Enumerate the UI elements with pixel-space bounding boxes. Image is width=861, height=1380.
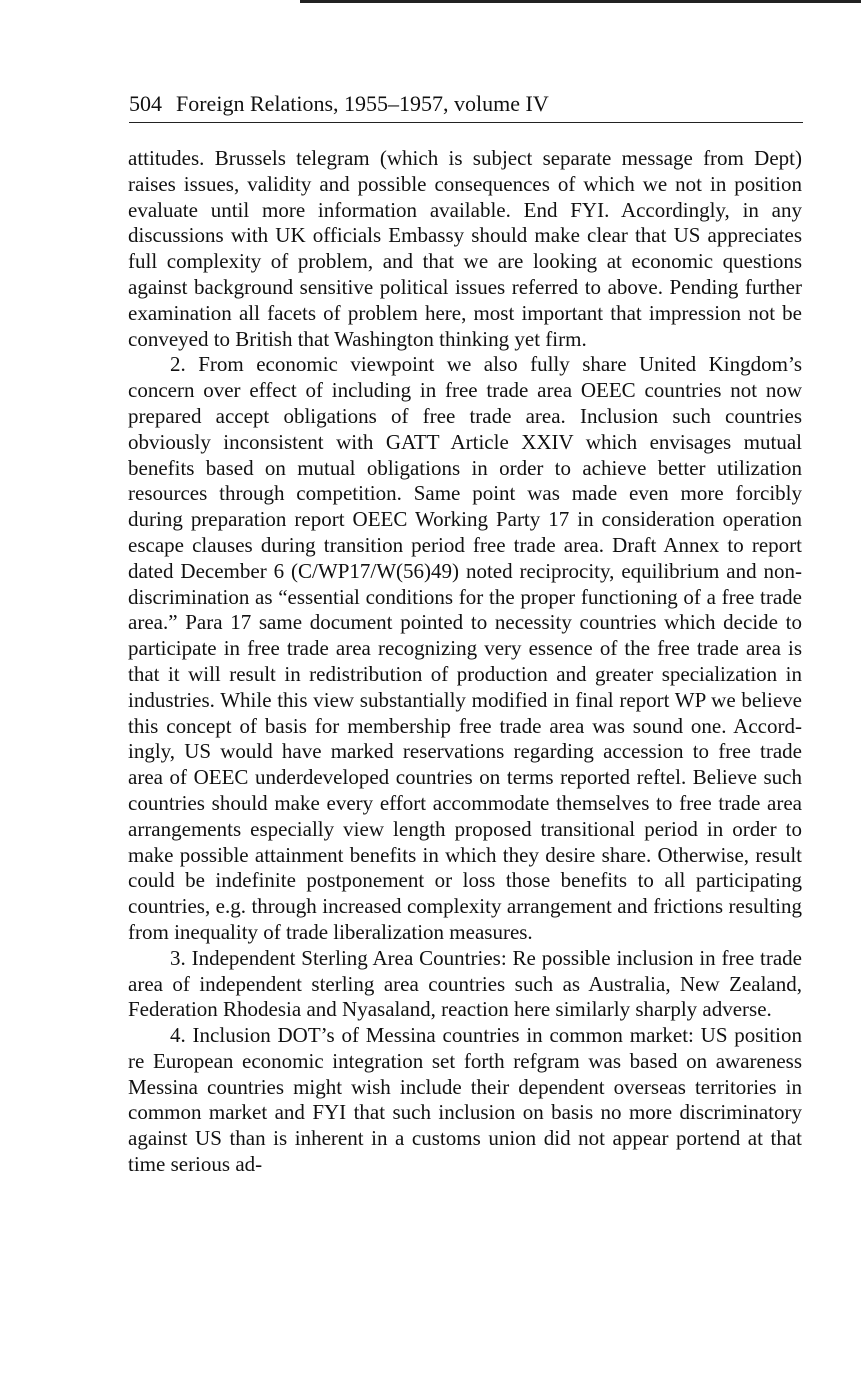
body-text bbox=[128, 146, 802, 1178]
paragraph-3-sterling-area: 3. Independent Sterling Area Countries: Re possible inclusion in free trade area of independent sterling area countries such as Australia, New Zealand, Federation Rhodesia and Nyasaland, reaction here similarly sharply adverse. bbox=[128, 945, 802, 1022]
paragraph-continuation: attitudes. Brussels telegram (which is subject separate message from Dept) raises issues, validity and possible consequences of which we not in position evaluate until more information available. End FYI. Accordingly, in any discussions with UK officials Embassy should make clear that US appreciates full complexity of problem, and that we are looking at economic questions against background sensitive political issues referred to above. Pending further examination all facets of problem here, most important that impression not be conveyed to British that Washington thinking yet firm. bbox=[128, 146, 802, 351]
running-title: Foreign Relations, 1955–1957, volume IV bbox=[176, 91, 549, 116]
paragraph-2-economic-viewpoint: 2. From economic viewpoint we also fully share United Kingdom’s concern over effect of including in free trade area OEEC countries not now prepared accept obligations of free trade area. Inclusion such countries obviously inconsistent with GATT Article XXIV which envisages mutual benefits based on mutual obligations in order to achieve better utilization resources through competition. Same point was made even more forcibly during preparation report OEEC Working Party 17 in consideration operation escape clauses during transition period free trade area. Draft Annex to report dated December 6 (C/WP17/W(56)49) noted reciprocity, equilibrium and non-discrimination as “essential conditions for the proper functioning of a free trade area.” Para 17 same document pointed to necessity countries which decide to participate in free trade area recognizing very essence of the free trade area is that it will result in redistribution of production and greater specialization in industries. While this view substantially modified in final report WP we believe this concept of basis for membership free trade area was sound one. Accordingly, US would have marked reservations regarding accession to free trade area of OEEC underdeveloped countries on terms reported reftel. Believe such countries should make every effort accommodate themselves to free trade area arrangements especially view length proposed transitional period in order to make possible attainment benefits in which they desire share. Otherwise, result could be indefinite postponement or loss those benefits to all participating countries, e.g. through increased complexity arrangement and frictions resulting from inequality of trade liberalization measures. bbox=[128, 352, 802, 944]
page-number: 504 bbox=[129, 91, 162, 116]
running-header bbox=[129, 90, 803, 123]
top-edge-rule bbox=[300, 0, 861, 3]
paragraph-4-messina-dots: 4. Inclusion DOT’s of Messina countries in common market: US position re European economic integration set forth refgram was based on awareness Messina countries might wish include their dependent overseas territories in common market and FYI that such inclusion on basis no more discriminatory against US than is inherent in a customs union did not appear portend at that time serious ad- bbox=[128, 1023, 802, 1177]
